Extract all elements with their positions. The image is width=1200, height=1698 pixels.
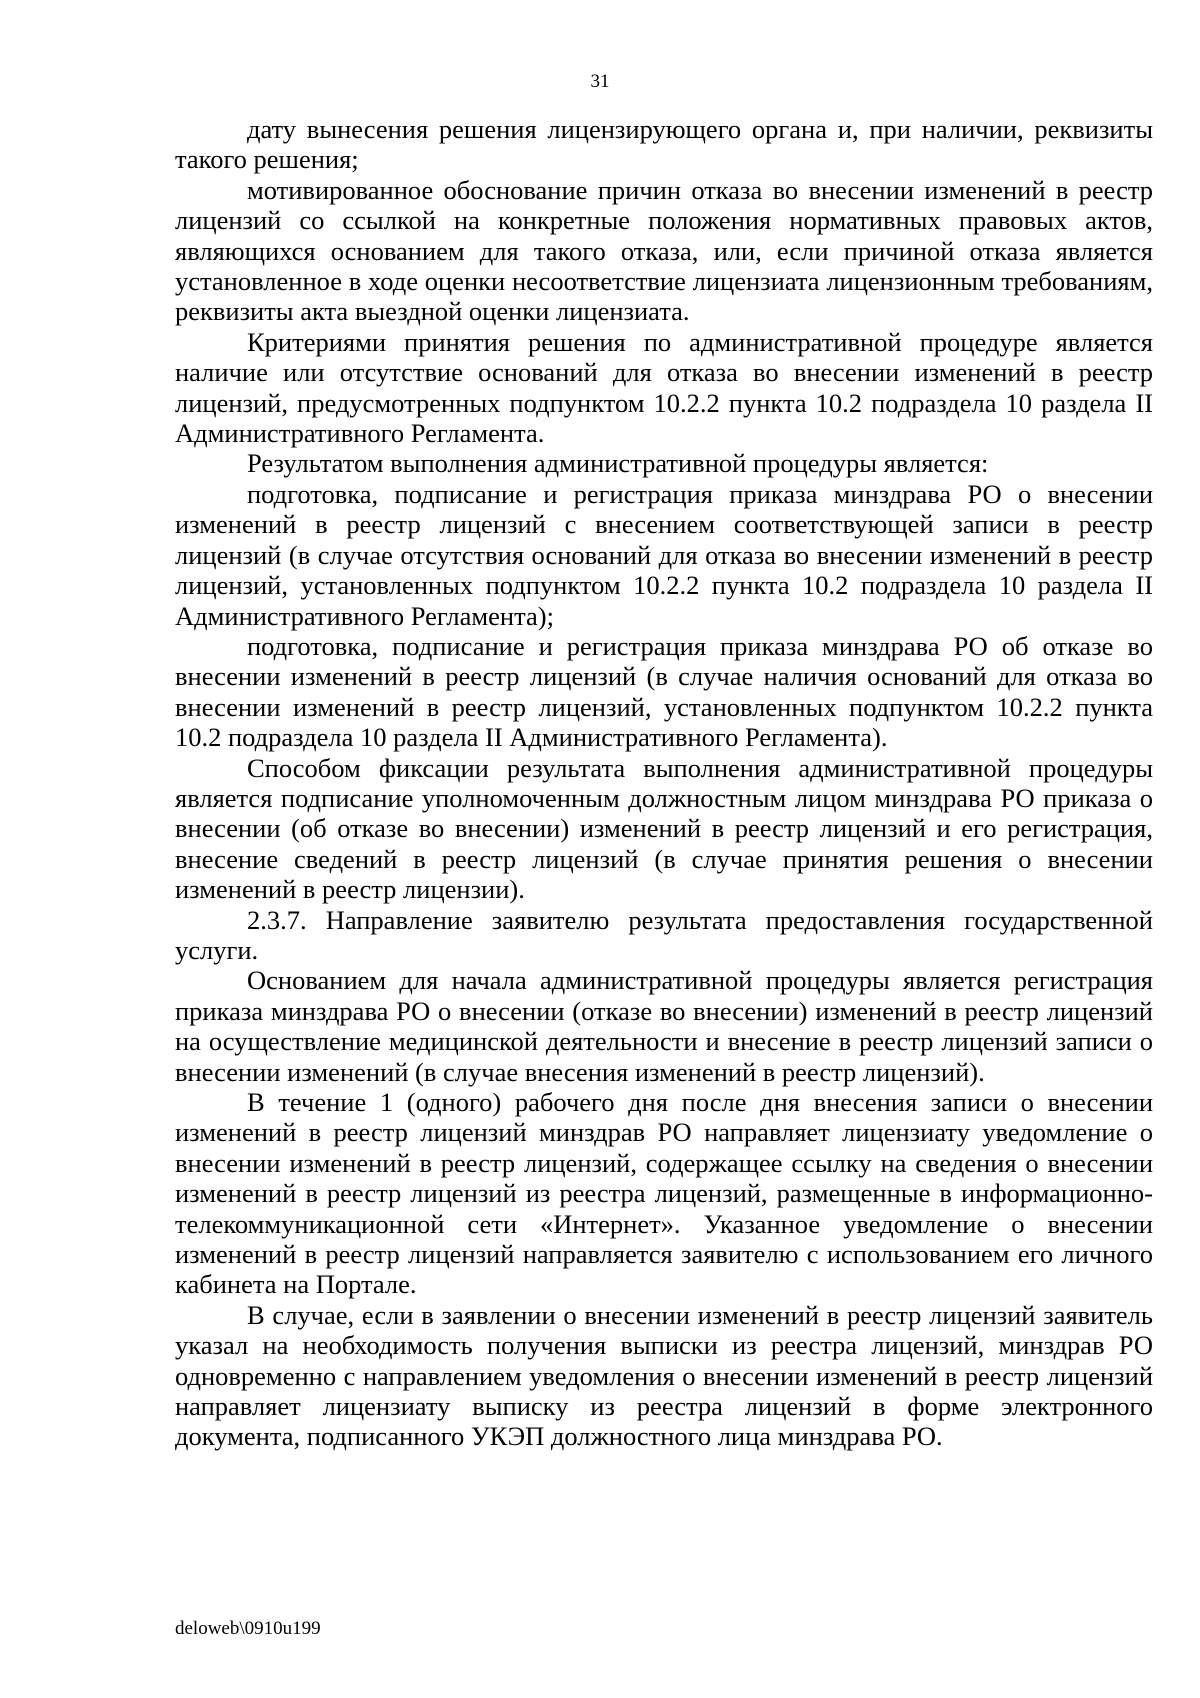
body-text bbox=[175, 114, 1153, 1452]
paragraph: Критериями принятия решения по административной процедуре является наличие или отсутствие оснований для отказа во внесении изменений в реестр лицензий, предусмотренных подпунктом 10.2.2 пункта 10.2 подраздела 10 раздела II Административного Регламента. bbox=[175, 326, 1153, 449]
paragraph: 2.3.7. Направление заявителю результата предоставления государственной услуги. bbox=[175, 904, 1153, 965]
page-number: 31 bbox=[590, 71, 610, 92]
document-footer-code: deloweb\0910u199 bbox=[175, 1618, 321, 1639]
paragraph: Способом фиксации результата выполнения административной процедуры является подписание уполномоченным должностным лицом минздрава РО приказа о внесении (об отказе во внесении) изменений в реестр лицензий и его регистрация, внесение сведений в реестр лицензий (в случае принятия решения о внесении изменений в реестр лицензии). bbox=[175, 752, 1153, 905]
paragraph: В течение 1 (одного) рабочего дня после дня внесения записи о внесении изменений в реестр лицензий минздрав РО направляет лицензиату уведомление о внесении изменений в реестр лицензий, содержащее ссылку на сведения о внесении изменений в реестр лицензий из реестра лицензий, размещенные в информационно-телекоммуникационной сети «Интернет». Указанное уведомление о внесении изменений в реестр лицензий направляется заявителю с использованием его личного кабинета на Портале. bbox=[175, 1087, 1153, 1300]
paragraph: подготовка, подписание и регистрация приказа минздрава РО об отказе во внесении изменений в реестр лицензий (в случае наличия оснований для отказа во внесении изменений в реестр лицензий, установленных подпунктом 10.2.2 пункта 10.2 подраздела 10 раздела II Административного Регламента). bbox=[175, 630, 1153, 753]
paragraph: Основанием для начала административной процедуры является регистрация приказа минздрава РО о внесении (отказе во внесении) изменений в реестр лицензий на осуществление медицинской деятельности и внесение в реестр лицензий записи о внесении изменений (в случае внесения изменений в реестр лицензий). bbox=[175, 965, 1153, 1087]
paragraph: дату вынесения решения лицензирующего органа и, при наличии, реквизиты такого решения; bbox=[175, 114, 1153, 175]
paragraph: В случае, если в заявлении о внесении изменений в реестр лицензий заявитель указал на необходимость получения выписки из реестра лицензий, минздрав РО одновременно с направлением уведомления о внесении изменений в реестр лицензий направляет лицензиату выписку из реестра лицензий в форме электронного документа, подписанного УКЭП должностного лица минздрава РО. bbox=[175, 1299, 1153, 1452]
paragraph: Результатом выполнения административной процедуры является: bbox=[247, 448, 989, 479]
paragraph: подготовка, подписание и регистрация приказа минздрава РО о внесении изменений в реестр лицензий с внесением соответствующей записи в реестр лицензий (в случае отсутствия оснований для отказа во внесении изменений в реестр лицензий, установленных подпунктом 10.2.2 пункта 10.2 подраздела 10 раздела II Административного Регламента); bbox=[175, 478, 1153, 631]
paragraph: мотивированное обоснование причин отказа во внесении изменений в реестр лицензий со ссылкой на конкретные положения нормативных правовых актов, являющихся основанием для такого отказа, или, если причиной отказа является установленное в ходе оценки несоответствие лицензиата лицензионным требованиям, реквизиты акта выездной оценки лицензиата. bbox=[175, 174, 1153, 327]
